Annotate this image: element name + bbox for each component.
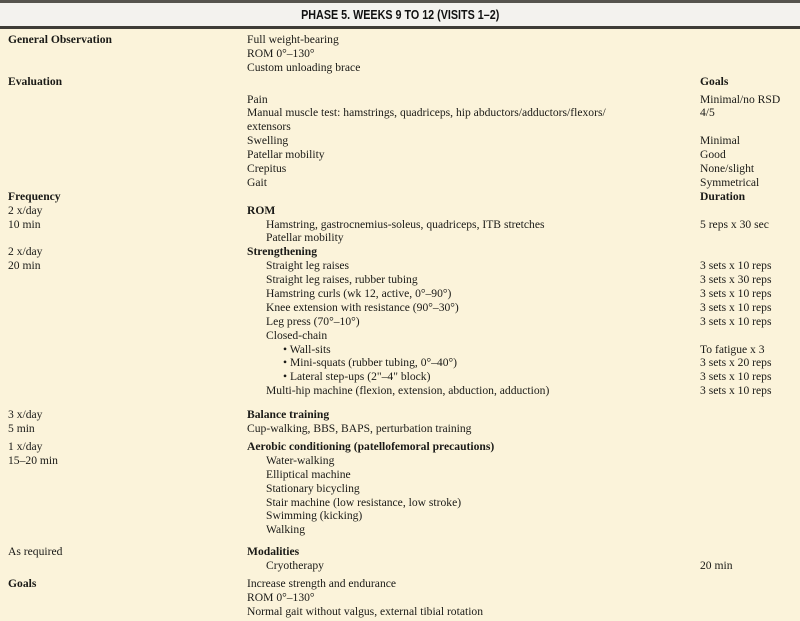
frequency-line: 20 min	[8, 259, 41, 273]
goal-line: Symmetrical	[700, 175, 760, 189]
section-frequency-header	[0, 190, 800, 204]
activity-line: Stationary bicycling	[266, 481, 360, 495]
duration-line: 3 sets x 30 reps	[700, 273, 772, 287]
frequency-line: 2 x/day	[8, 245, 43, 259]
table-header-band	[0, 0, 800, 29]
activity-line: ROM 0°–130°	[247, 46, 315, 60]
duration-line	[700, 245, 800, 259]
section-aerobic-conditioning	[0, 440, 800, 537]
activity-line	[247, 75, 700, 89]
section-balance-training	[0, 408, 800, 436]
activity-line: Knee extension with resistance (90°–30°)	[266, 300, 459, 314]
activity-line: Pain	[247, 92, 268, 106]
duration-line: 5 reps x 30 sec	[700, 217, 769, 231]
activity-header-balance-training: Balance training	[247, 408, 330, 422]
goal-line: None/slight	[700, 162, 755, 176]
duration-line: 3 sets x 10 reps	[700, 370, 772, 384]
activity-line: Leg press (70°–10°)	[266, 314, 360, 328]
goal-line: 4/5	[700, 106, 715, 120]
activity-line: Manual muscle test: hamstrings, quadriceps, hip abductors/adductors/flexors/	[247, 106, 606, 120]
activity-header-modalities: Modalities	[247, 545, 300, 559]
activity-line: Straight leg raises	[266, 259, 350, 273]
section-evaluation	[0, 75, 800, 190]
duration-line: 3 sets x 10 reps	[700, 384, 772, 398]
activity-line: Stair machine (low resistance, low stroke)	[266, 495, 462, 509]
section-general-observation	[0, 33, 800, 75]
frequency-line: 3 x/day	[8, 408, 43, 422]
duration-line	[700, 329, 800, 343]
activity-line: Cup-walking, BBS, BAPS, perturbation training	[247, 422, 472, 436]
activity-line: Patellar mobility	[247, 148, 325, 162]
section-strengthening	[0, 245, 800, 398]
goal-line	[700, 120, 800, 134]
duration-column-header: Duration	[700, 189, 746, 203]
section-label-goals: Goals	[8, 576, 37, 590]
activity-line: Swelling	[247, 134, 289, 148]
activity-line: Straight leg raises, rubber tubing	[266, 273, 418, 287]
table-body	[0, 29, 800, 621]
frequency-line: 1 x/day	[8, 439, 43, 453]
activity-line: Swimming (kicking)	[266, 509, 363, 523]
goal-line: Good	[700, 148, 726, 162]
activity-line: Gait	[247, 175, 267, 189]
activity-bullet-line: • Wall-sits	[283, 342, 331, 356]
activity-line: Hamstring curls (wk 12, active, 0°–90°)	[266, 287, 452, 301]
activity-header-aerobic-conditioning: Aerobic conditioning (patellofemoral precautions)	[247, 439, 495, 453]
section-label-evaluation: Evaluation	[8, 74, 63, 88]
section-rom	[0, 204, 800, 246]
activity-line: Multi-hip machine (flexion, extension, abduction, adduction)	[266, 384, 550, 398]
activity-line: Patellar mobility	[266, 231, 344, 245]
activity-line: Water-walking	[266, 453, 335, 467]
activity-line: ROM 0°–130°	[247, 590, 315, 604]
activity-line: Custom unloading brace	[247, 60, 361, 74]
frequency-line: 10 min	[8, 217, 41, 231]
duration-line	[700, 204, 800, 218]
activity-line: Cryotherapy	[266, 559, 324, 573]
activity-header-rom: ROM	[247, 203, 276, 217]
frequency-line: 2 x/day	[8, 203, 43, 217]
duration-line	[700, 545, 800, 559]
activity-line: Full weight-bearing	[247, 33, 339, 46]
section-label-general-observation: General Observation	[8, 33, 113, 46]
section-goals	[0, 577, 800, 619]
frequency-line: 15–20 min	[8, 453, 58, 467]
goal-line: Minimal	[700, 134, 740, 148]
duration-line: 3 sets x 10 reps	[700, 259, 772, 273]
goals-column-header: Goals	[700, 74, 729, 88]
activity-line: extensors	[247, 120, 291, 134]
frequency-line: 5 min	[8, 422, 35, 436]
frequency-line: As required	[8, 545, 63, 559]
duration-line: 3 sets x 10 reps	[700, 287, 772, 301]
section-modalities	[0, 545, 800, 573]
duration-line: 3 sets x 20 reps	[700, 356, 772, 370]
duration-line: 20 min	[700, 559, 733, 573]
table-title: PHASE 5. WEEKS 9 TO 12 (VISITS 1–2)	[300, 7, 500, 22]
activity-line: Closed-chain	[266, 328, 328, 342]
frequency-column-header: Frequency	[8, 189, 61, 203]
duration-line: To fatigue x 3	[700, 342, 765, 356]
activity-line: Normal gait without valgus, external tibial rotation	[247, 604, 484, 618]
activity-line: Crepitus	[247, 162, 287, 176]
activity-bullet-line: • Lateral step-ups (2"–4" block)	[283, 370, 431, 384]
activity-line: Increase strength and endurance	[247, 576, 397, 590]
activity-line: Hamstring, gastrocnemius-soleus, quadriceps, ITB stretches	[266, 217, 545, 231]
activity-line: Walking	[266, 523, 305, 537]
activity-line: Elliptical machine	[266, 467, 351, 481]
goal-line: Minimal/no RSD	[700, 92, 781, 106]
activity-header-strengthening: Strengthening	[247, 245, 318, 259]
duration-line: 3 sets x 10 reps	[700, 300, 772, 314]
activity-bullet-line: • Mini-squats (rubber tubing, 0°–40°)	[283, 356, 458, 370]
duration-line: 3 sets x 10 reps	[700, 314, 772, 328]
